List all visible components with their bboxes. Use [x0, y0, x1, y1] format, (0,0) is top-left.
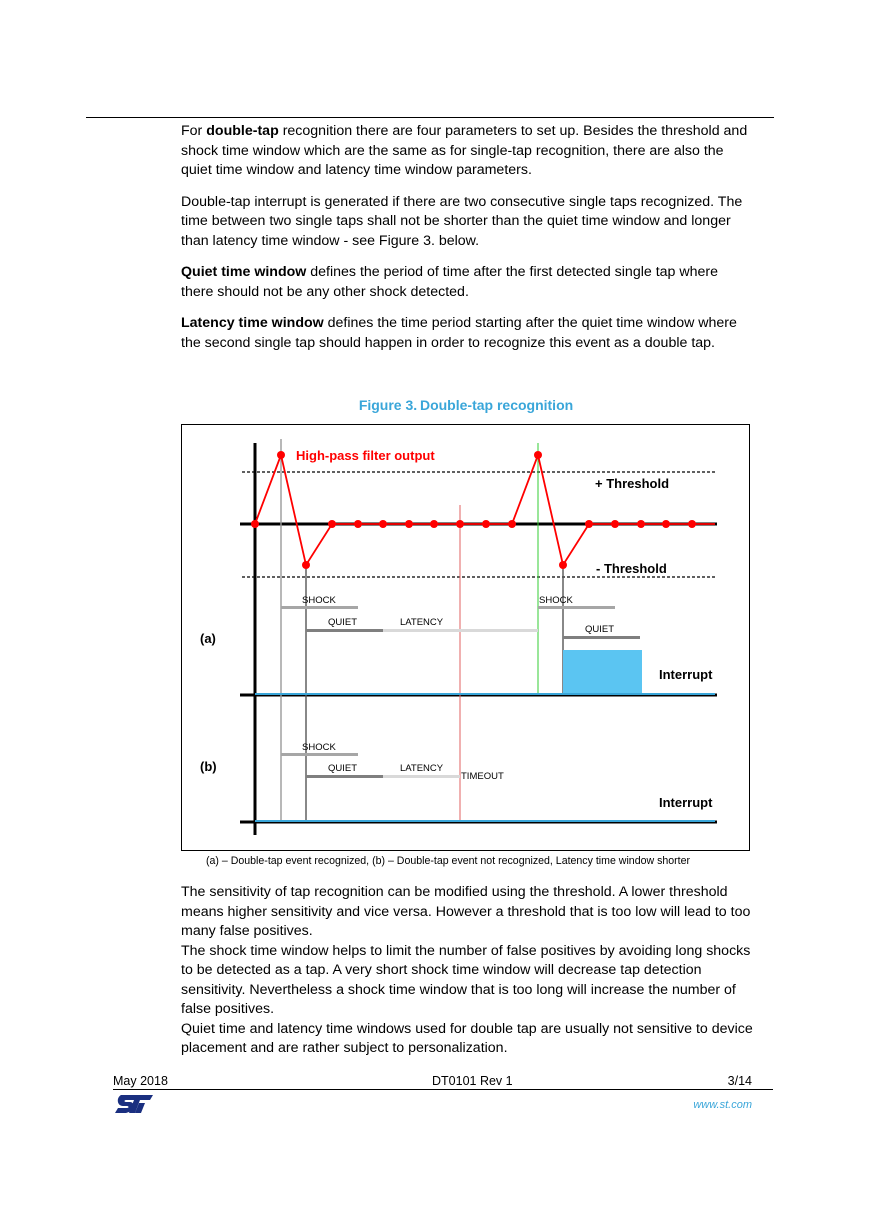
signal-samples [251, 451, 696, 569]
quiet-window-b [306, 775, 383, 778]
footer-page-number: 3/14 [727, 1074, 752, 1088]
paragraph-double-tap: For double-tap recognition there are four parameters to set up. Besides the threshold and shock time window which are the same as for single-tap recognition, there are also the quiet time window and latency time window parameters. [181, 123, 748, 178]
sample-point [328, 520, 336, 528]
panel-a-label: (a) [200, 631, 216, 646]
paragraph-shock-window: The shock time window helps to limit the number of false positives by avoiding long shocks to be detected as a tap. A very short shock time window will decrease tap detection sensitivity. Nevertheless a shock time window that is too long will increase the number of false positives. [181, 942, 751, 1017]
shock-label-b: SHOCK [302, 742, 336, 753]
quiet-label-b: QUIET [328, 763, 358, 774]
interrupt-label-b: Interrupt [659, 795, 713, 810]
latency-label-b: LATENCY [400, 763, 444, 774]
timeout-label: TIMEOUT [461, 771, 504, 782]
quiet-window-a2 [563, 636, 640, 639]
quiet-window-a [306, 629, 383, 632]
figure-caption: (a) – Double-tap event recognized, (b) – Double-tap event not recognized, Latency time window shorter [206, 855, 691, 867]
sample-point [662, 520, 670, 528]
shock-window-b [281, 753, 358, 756]
sample-point [508, 520, 516, 528]
hp-output-label: High-pass filter output [296, 448, 435, 463]
quiet-label-a2: QUIET [585, 624, 615, 635]
sample-point [379, 520, 387, 528]
sample-point [688, 520, 696, 528]
sample-point [637, 520, 645, 528]
quiet-label-a: QUIET [328, 617, 358, 628]
neg-threshold-label: - Threshold [596, 561, 667, 576]
sample-point [585, 520, 593, 528]
shock-label-a2: SHOCK [539, 595, 573, 606]
latency-window-a [383, 629, 538, 632]
footer-url-link[interactable]: www.st.com [693, 1099, 752, 1111]
sample-point [611, 520, 619, 528]
sample-point [559, 561, 567, 569]
shock-window-a1 [281, 606, 358, 609]
header-rule [86, 117, 774, 118]
footer-doc-id: DT0101 Rev 1 [432, 1074, 513, 1088]
latency-window-b [383, 775, 460, 778]
sample-point [430, 520, 438, 528]
shock-window-a2 [538, 606, 615, 609]
paragraph-interrupt: Double-tap interrupt is generated if there are two consecutive single taps recognized. The time between two single taps shall not be shorter than the quiet time window and longer than latency time window - see Figure 3. below. [181, 193, 743, 249]
sample-point [277, 451, 285, 459]
interrupt-pulse [563, 650, 642, 694]
st-logo [113, 1093, 155, 1115]
sample-point [482, 520, 490, 528]
sample-point [354, 520, 362, 528]
footer-date: May 2018 [113, 1074, 168, 1088]
paragraph-personalization: Quiet time and latency time windows used for double tap are usually not sensitive to device placement and are rather subject to personalization. [181, 1020, 753, 1056]
paragraph-latency-window: Latency time window defines the time period starting after the quiet time window where the second single tap should happen in order to recognize this event as a double tap. [181, 315, 737, 351]
figure-title: Figure 3. Double-tap recognition [358, 397, 574, 413]
timing-diagram [182, 425, 749, 850]
sample-point [534, 451, 542, 459]
sample-point [302, 561, 310, 569]
sample-point [405, 520, 413, 528]
sample-point [456, 520, 464, 528]
footer-rule [113, 1089, 773, 1090]
shock-label-a1: SHOCK [302, 595, 336, 606]
pos-threshold-label: + Threshold [595, 476, 670, 491]
figure-double-tap-diagram [181, 424, 750, 851]
latency-label-a: LATENCY [400, 617, 444, 628]
lower-text [181, 883, 753, 1059]
paragraph-quiet-window: Quiet time window defines the period of time after the first detected single tap where there should not be any other shock detected. [181, 264, 719, 300]
interrupt-label-a: Interrupt [659, 667, 713, 682]
body-text [181, 122, 753, 365]
panel-b-label: (b) [200, 759, 217, 774]
paragraph-sensitivity: The sensitivity of tap recognition can be modified using the threshold. A lower threshold means higher sensitivity and vice versa. However a threshold that is too low will lead to too many false positives. [181, 884, 751, 939]
sample-point [251, 520, 259, 528]
